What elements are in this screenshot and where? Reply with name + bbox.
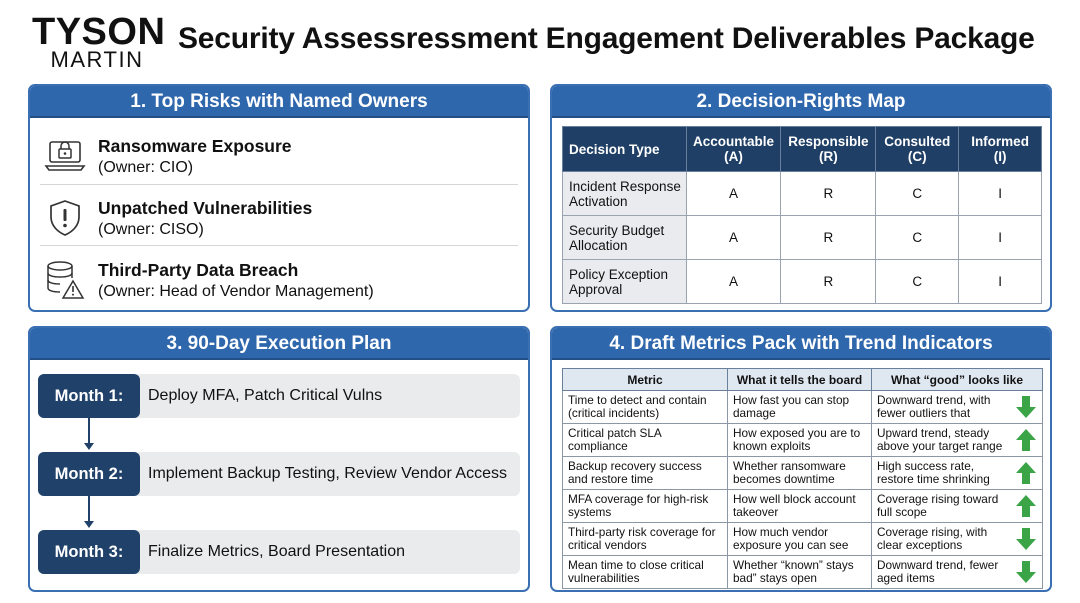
cell-line: Whether ransomware — [733, 459, 846, 473]
plan-step-text: Deploy MFA, Patch Critical Vulns — [148, 387, 383, 404]
header-line: Consulted — [884, 134, 951, 149]
cell-text — [568, 559, 722, 585]
risk-divider — [40, 245, 518, 246]
trend-down-arrow-icon — [1015, 560, 1037, 584]
cell-line: How much vendor — [733, 525, 829, 539]
metrics-pack-heading: 4. Draft Metrics Pack with Trend Indicators — [552, 328, 1050, 360]
connector-line — [88, 418, 90, 444]
shield-alert-icon — [44, 198, 86, 238]
trend-down-arrow-icon — [1015, 395, 1037, 419]
header-line: Accountable — [692, 134, 774, 149]
good-looks-like-cell — [872, 457, 1043, 490]
board-insight-cell — [728, 424, 872, 457]
header-line: Informed — [971, 134, 1029, 149]
column-header-informed — [959, 127, 1042, 172]
cell-line: MFA coverage for high-risk — [568, 492, 709, 506]
cell-text — [733, 559, 866, 585]
cell-text — [568, 526, 722, 552]
cell-text — [733, 394, 866, 420]
cell-line: (critical incidents) — [568, 406, 660, 420]
cell-line: and restore time — [568, 472, 654, 486]
board-insight-cell — [728, 556, 872, 589]
metric-cell — [563, 391, 728, 424]
table-header-row — [563, 369, 1043, 391]
risk-item — [42, 248, 518, 310]
consulted-cell: C — [876, 172, 959, 216]
cell-text — [568, 427, 722, 453]
cell-line: aged items — [877, 571, 935, 585]
metrics-pack-panel — [550, 326, 1052, 592]
column-header-decision-type: Decision Type — [563, 127, 687, 172]
logo-top-text: TYSON — [32, 11, 166, 53]
decision-rights-table — [562, 126, 1042, 304]
good-looks-like-cell — [872, 424, 1043, 457]
decision-rights-panel — [550, 84, 1052, 312]
good-looks-like-cell — [872, 523, 1043, 556]
good-looks-like-cell — [872, 556, 1043, 589]
plan-step-text: Implement Backup Testing, Review Vendor Access — [148, 465, 507, 482]
execution-plan-panel — [28, 326, 530, 592]
cell-text — [877, 460, 1037, 486]
risk-title: Third-Party Data Breach — [98, 260, 299, 280]
cell-line: Downward trend, fewer — [877, 558, 999, 572]
risk-owner: (Owner: Head of Vendor Management) — [98, 283, 374, 300]
cell-line: Activation — [569, 193, 628, 209]
board-insight-cell — [728, 457, 872, 490]
cell-line: restore time shrinking — [877, 472, 990, 486]
laptop-lock-icon — [44, 136, 86, 176]
cell-line: Downward trend, with — [877, 393, 991, 407]
cell-line: How exposed you are to — [733, 426, 861, 440]
execution-plan-heading: 3. 90-Day Execution Plan — [30, 328, 528, 360]
metric-cell — [563, 457, 728, 490]
informed-cell: I — [959, 172, 1042, 216]
metric-cell — [563, 424, 728, 457]
header-line: (R) — [818, 149, 838, 164]
cell-line: above your target range — [877, 439, 1003, 453]
decision-type-cell — [563, 172, 687, 216]
column-header-consulted — [876, 127, 959, 172]
cell-text — [877, 427, 1037, 453]
cell-text — [733, 526, 866, 552]
good-looks-like-cell — [872, 391, 1043, 424]
header-line: Responsible — [788, 134, 869, 149]
month-badge: Month 1: — [38, 374, 140, 418]
cell-line: critical vendors — [568, 538, 647, 552]
cell-text — [877, 394, 1037, 420]
cell-line: damage — [733, 406, 776, 420]
responsible-cell: R — [781, 216, 876, 260]
board-insight-cell — [728, 490, 872, 523]
cell-line: Coverage rising toward — [877, 492, 999, 506]
column-header-what-it-tells: What it tells the board — [728, 369, 872, 391]
accountable-cell: A — [686, 260, 781, 304]
decision-type-cell — [563, 260, 687, 304]
consulted-cell: C — [876, 260, 959, 304]
column-header-metric: Metric — [563, 369, 728, 391]
table-header-row — [563, 127, 1042, 172]
cell-line: becomes downtime — [733, 472, 835, 486]
cell-line: fewer outliers that — [877, 406, 971, 420]
cell-text — [733, 460, 866, 486]
decision-rights-heading: 2. Decision-Rights Map — [552, 86, 1050, 118]
cell-line: Allocation — [569, 237, 628, 253]
risk-divider — [40, 184, 518, 185]
cell-line: Coverage rising, with — [877, 525, 988, 539]
cell-line: takeover — [733, 505, 779, 519]
column-header-accountable — [686, 127, 781, 172]
company-logo — [32, 11, 166, 72]
cell-text — [568, 394, 722, 420]
consulted-cell: C — [876, 216, 959, 260]
trend-up-arrow-icon — [1015, 494, 1037, 518]
cell-text — [877, 559, 1037, 585]
logo-bottom-text: MARTIN — [50, 47, 144, 72]
down-arrow-icon — [84, 443, 94, 450]
table-row — [563, 424, 1043, 457]
metric-cell — [563, 523, 728, 556]
table-row — [563, 172, 1042, 216]
good-looks-like-cell — [872, 490, 1043, 523]
board-insight-cell — [728, 391, 872, 424]
down-arrow-icon — [84, 521, 94, 528]
cell-line: Whether “known” stays — [733, 558, 854, 572]
table-row — [563, 391, 1043, 424]
cell-line: How well block account — [733, 492, 856, 506]
table-row — [563, 556, 1043, 589]
cell-text — [568, 460, 722, 486]
risk-owner: (Owner: CISO) — [98, 221, 204, 238]
header-line: (C) — [907, 149, 927, 164]
cell-line: systems — [568, 505, 612, 519]
page-title: Security Assessressment Engagement Deliverables Package — [178, 22, 1035, 55]
table-row — [563, 457, 1043, 490]
top-risks-panel — [28, 84, 530, 312]
accountable-cell: A — [686, 172, 781, 216]
trend-up-arrow-icon — [1015, 428, 1037, 452]
risk-item — [42, 186, 518, 248]
cell-line: Approval — [569, 281, 623, 297]
cell-line: known exploits — [733, 439, 811, 453]
plan-step-text: Finalize Metrics, Board Presentation — [148, 543, 405, 560]
table-row — [563, 490, 1043, 523]
cell-text — [733, 427, 866, 453]
column-header-responsible — [781, 127, 876, 172]
cell-line: clear exceptions — [877, 538, 963, 552]
informed-cell: I — [959, 216, 1042, 260]
table-row — [563, 523, 1043, 556]
cell-line: vulnerabilities — [568, 571, 640, 585]
month-badge: Month 2: — [38, 452, 140, 496]
board-insight-cell — [728, 523, 872, 556]
column-header-what-good-looks-like: What “good” looks like — [872, 369, 1043, 391]
responsible-cell: R — [781, 260, 876, 304]
cell-line: full scope — [877, 505, 927, 519]
risk-owner: (Owner: CIO) — [98, 159, 194, 176]
top-risks-heading: 1. Top Risks with Named Owners — [30, 86, 528, 118]
header-line: (A) — [724, 149, 743, 164]
cell-text — [568, 493, 722, 519]
trend-up-arrow-icon — [1015, 461, 1037, 485]
database-warning-icon — [44, 260, 86, 300]
cell-line: Mean time to close critical — [568, 558, 704, 572]
cell-text — [877, 526, 1037, 552]
cell-line: How fast you can stop — [733, 393, 850, 407]
cell-line: Policy Exception — [569, 266, 669, 282]
table-row — [563, 260, 1042, 304]
metrics-table — [562, 368, 1043, 589]
metric-cell — [563, 490, 728, 523]
cell-line: bad” stays open — [733, 571, 817, 585]
cell-line: High success rate, — [877, 459, 975, 473]
cell-line: compliance — [568, 439, 628, 453]
cell-line: Third-party risk coverage for — [568, 525, 716, 539]
cell-text — [877, 493, 1037, 519]
cell-line: Upward trend, steady — [877, 426, 990, 440]
cell-text — [733, 493, 866, 519]
cell-line: Security Budget — [569, 222, 665, 238]
risk-item — [42, 124, 518, 186]
responsible-cell: R — [781, 172, 876, 216]
cell-line: Critical patch SLA — [568, 426, 662, 440]
cell-line: Backup recovery success — [568, 459, 702, 473]
table-row — [563, 216, 1042, 260]
month-badge: Month 3: — [38, 530, 140, 574]
header-line: (I) — [993, 149, 1007, 164]
cell-line: exposure you can see — [733, 538, 849, 552]
accountable-cell: A — [686, 216, 781, 260]
risk-title: Ransomware Exposure — [98, 136, 292, 156]
connector-line — [88, 496, 90, 522]
decision-type-cell — [563, 216, 687, 260]
cell-line: Incident Response — [569, 178, 681, 194]
informed-cell: I — [959, 260, 1042, 304]
risk-title: Unpatched Vulnerabilities — [98, 198, 313, 218]
cell-line: Time to detect and contain — [568, 393, 707, 407]
trend-down-arrow-icon — [1015, 527, 1037, 551]
metric-cell — [563, 556, 728, 589]
